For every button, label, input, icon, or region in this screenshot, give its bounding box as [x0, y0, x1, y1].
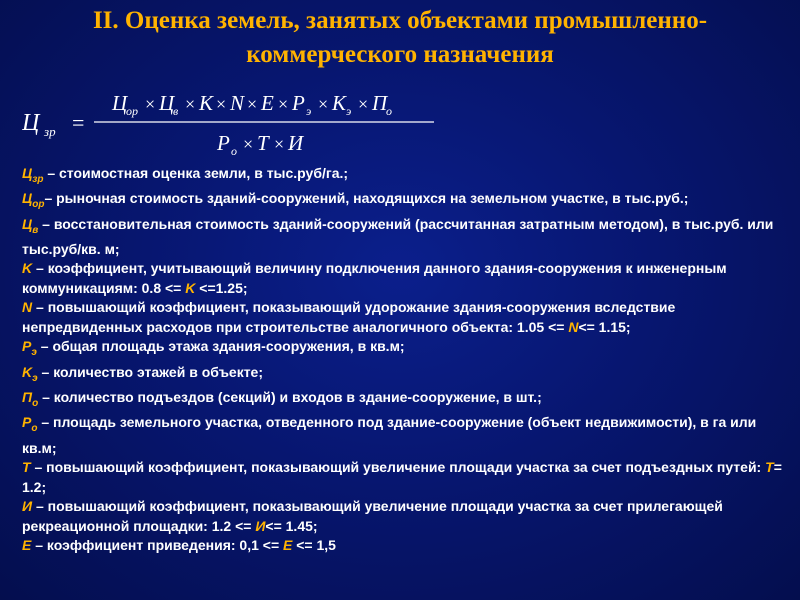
- num-sym-15: K: [332, 91, 347, 115]
- num-sym-12: P: [292, 91, 305, 115]
- definition-7: $П_о$ – количество подъездов (секций) и входов в здание-сооружение, в шт.;: [22, 388, 542, 409]
- definition-10: И – повышающий коэффициент, показывающий увеличение площади участка за счет прилегающей рекреационной площадки: 1.2 <= И<= 1.45;: [22, 498, 723, 534]
- definition-symbol: $Ц_{ор}$: [22, 190, 45, 211]
- definition-symbol: K: [22, 260, 33, 277]
- num-sub-13: э: [306, 104, 312, 118]
- definition-symbol: $П_о$: [22, 388, 39, 409]
- formula-lhs-sub: зр: [44, 124, 56, 139]
- num-sub-16: э: [346, 104, 352, 118]
- formula-denominator: [216, 131, 305, 158]
- den-times-4: ×: [274, 134, 285, 154]
- num-times-5: ×: [185, 94, 196, 114]
- num-sym-6: K: [199, 91, 214, 115]
- definition-symbol: И: [22, 498, 33, 515]
- definition-0: $Ц_{зр}$ – стоимостная оценка земли, в тыс.руб/га.;: [22, 165, 349, 185]
- num-sym-3: Ц: [159, 91, 175, 115]
- den-sym-3: T: [257, 131, 269, 155]
- definition-symbol: $Ц_в$: [22, 215, 39, 236]
- valuation-formula: [22, 86, 452, 158]
- formula-lhs: Ц: [22, 110, 40, 136]
- num-times-7: ×: [216, 94, 227, 114]
- definition-5: $P_э$ – общая площадь этажа здания-сооружения, в кв.м;: [22, 338, 405, 359]
- definition-symbol: N: [22, 299, 33, 316]
- slide-title: II. Оценка земель, занятых объектами промышленно-коммерческого назначения: [92, 7, 708, 68]
- definitions-list: [22, 164, 782, 556]
- definition-symbol: $K_э$: [22, 363, 38, 384]
- definition-symbol: T: [22, 459, 31, 476]
- definition-symbol: $P_э$: [22, 338, 37, 359]
- den-sym-0: P: [217, 131, 230, 155]
- definition-11: E – коэффициент приведения: 0,1 <= E <= 1,5: [22, 537, 336, 554]
- num-times-9: ×: [247, 94, 258, 114]
- num-sym-8: N: [230, 91, 245, 115]
- den-times-2: ×: [243, 134, 254, 154]
- definition-6: $K_э$ – количество этажей в объекте;: [22, 363, 264, 384]
- den-sym-5: И: [288, 131, 304, 155]
- den-sub-1: о: [231, 144, 237, 158]
- definition-1: $Ц_{ор}-$ рыночная стоимость зданий-сооружений, находящихся на земельном участке, в тыс.руб.;: [22, 190, 689, 211]
- definition-9: T – повышающий коэффициент, показывающий увеличение площади участка за счет подъездных путей: T= 1.2;: [22, 459, 782, 495]
- definition-2: $Ц_в$ – восстановительная стоимость зданий-сооружений (рассчитанная затратным методом), в тыс.руб. или тыс.руб/кв. м;: [22, 215, 774, 257]
- num-sym-18: П: [372, 91, 388, 115]
- definition-3: K – коэффициент, учитывающий величину подключения данного здания-сооружения к инженерным коммуникациям: 0.8 <= K <=1.25;: [22, 260, 727, 296]
- formula-eq: =: [72, 110, 85, 135]
- definition-8: $P_о$ – площадь земельного участка, отведенного под здание-сооружение (объект недвижимости), в га или кв.м;: [22, 414, 757, 456]
- formula-numerator: [111, 91, 392, 118]
- num-times-14: ×: [318, 94, 329, 114]
- definition-symbol: $Ц_{зр}$: [22, 165, 44, 185]
- num-sub-1: ор: [126, 104, 138, 118]
- num-times-2: ×: [145, 94, 156, 114]
- definition-symbol: E: [22, 537, 32, 554]
- definition-symbol: $P_о$: [22, 414, 38, 435]
- definition-4: N – повышающий коэффициент, показывающий удорожание здания-сооружения вследствие непредвиденных расходов при строительстве аналогичного объекта: 1.05 <= N<= 1.15;: [22, 299, 676, 335]
- num-sub-19: о: [386, 104, 392, 118]
- num-sym-0: Ц: [112, 91, 128, 115]
- num-sub-4: в: [173, 104, 179, 118]
- num-sym-10: E: [261, 91, 274, 115]
- num-times-11: ×: [278, 94, 289, 114]
- num-times-17: ×: [358, 94, 369, 114]
